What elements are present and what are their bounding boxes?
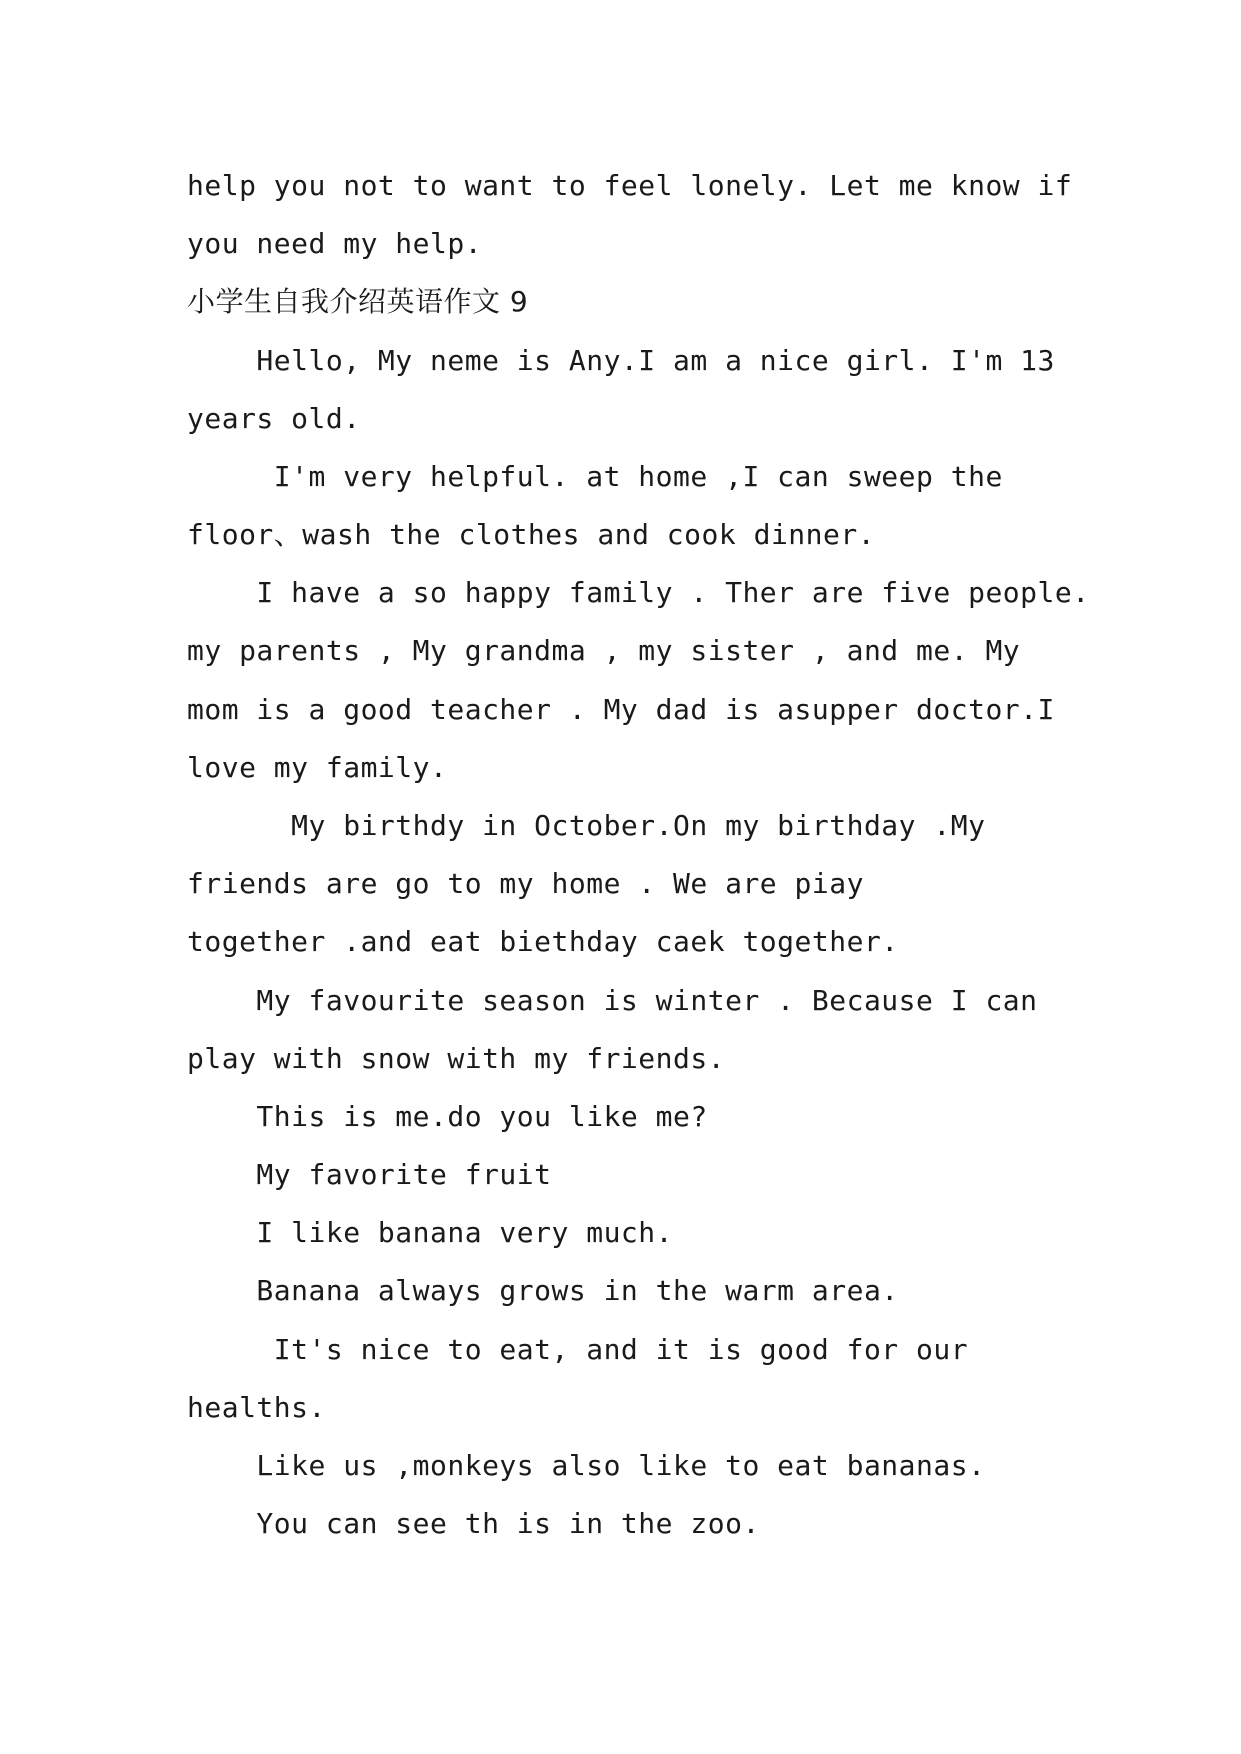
text-line: love my family. [187,751,448,784]
text-line: mom is a good teacher . My dad is asupper doctor.I [187,693,1055,726]
text-line: My birthdy in October.On my birthday .My [187,809,986,842]
text-line: you need my help. [187,227,483,260]
text-line: This is me.do you like me? [187,1100,708,1133]
text-line: help you not to want to feel lonely. Let me know if [187,169,1073,202]
text-line: I have a so happy family . Ther are five people. [187,576,1090,609]
text-line: It's nice to eat, and it is good for our [187,1333,969,1366]
text-line: You can see th is in the zoo. [187,1507,760,1540]
text-line: healths. [187,1391,326,1424]
text-line: Hello, My neme is Any.I am a nice girl. I'm 13 [187,344,1055,377]
text-line: floor、wash the clothes and cook dinner. [187,518,876,551]
text-line: together .and eat biethday caek together. [187,925,899,958]
text-line: my parents , My grandma , my sister , and me. My [187,634,1021,667]
text-line: My favorite fruit [187,1158,552,1191]
text-line: friends are go to my home . We are piay [187,867,864,900]
text-line: My favourite season is winter . Because I can [187,984,1038,1017]
text-line: years old. [187,402,361,435]
text-line: Banana always grows in the warm area. [187,1274,899,1307]
text-line: I like banana very much. [187,1216,674,1249]
section-heading: 小学生自我介绍英语作文 9 [187,285,529,318]
text-line: play with snow with my friends. [187,1042,726,1075]
text-line: Like us ,monkeys also like to eat bananas. [187,1449,986,1482]
text-line: I'm very helpful. at home ,I can sweep the [187,460,1003,493]
